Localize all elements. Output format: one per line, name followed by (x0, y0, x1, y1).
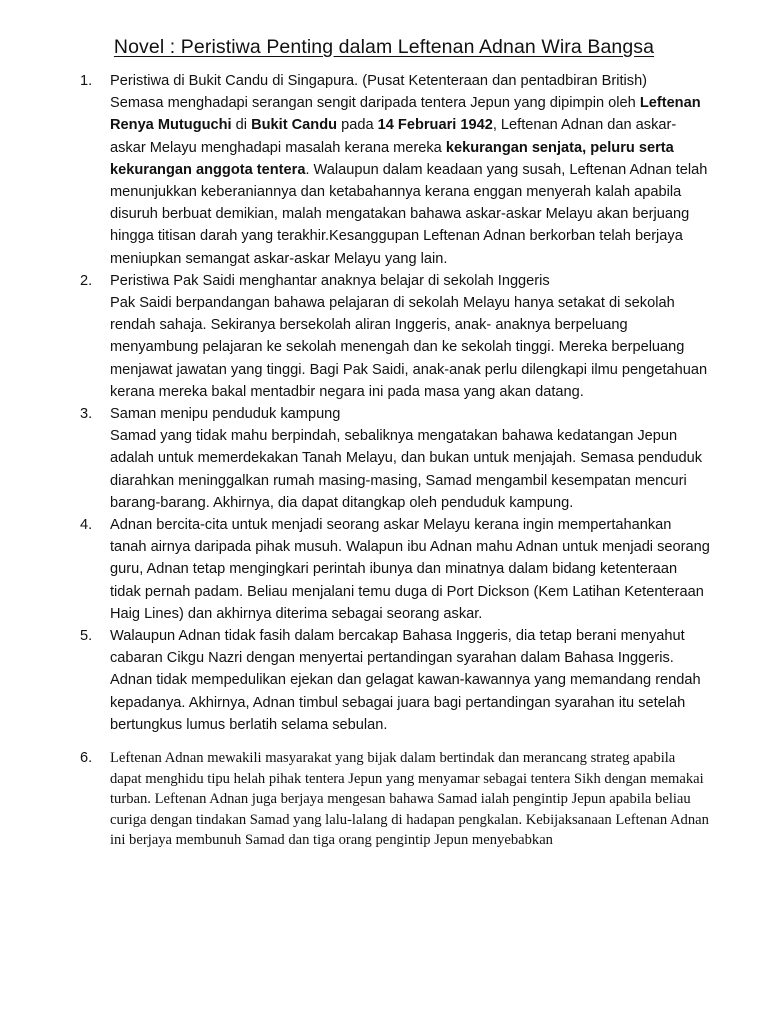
document-title: Novel : Peristiwa Penting dalam Leftenan Adnan Wira Bangsa (113, 36, 655, 58)
item-number: 1. (80, 73, 93, 89)
item-body: Adnan bercita-cita untuk menjadi seorang askar Melayu kerana ingin mempertahankan tanah airnya daripada pihak musuh. Walapun ibu Adnan mahu Adnan untuk menjadi seorang guru, Adnan tetap mengingkari perintah ibunya dan minatnya dalam bidang ketenteraan tidak pernah padam. Beliau menjalani temu duga di Port Dickson (Kem Latihan Ketenteraan Haig Lines) dan akhirnya diterima sebagai seorang askar. (110, 517, 710, 622)
events-list (80, 70, 710, 851)
item-heading: Peristiwa Pak Saidi menghantar anaknya belajar di sekolah Inggeris (110, 272, 550, 289)
body-bold-text: 14 Februari 1942 (377, 117, 493, 134)
item-body (110, 92, 710, 270)
body-text: Semasa menghadapi serangan sengit daripada tentera Jepun yang dipimpin oleh (110, 95, 636, 112)
item-number: 6. (80, 750, 93, 767)
body-text: . Walaupun dalam keadaan yang susah, Leftenan Adnan telah menunjukkan keberaniannya dan ketabahannya kerana enggan menyerah kalah apabila disuruh berbuat demikian, malah mengatakan bahawa askar-askar Melayu akan berjuang hingga titisan darah yang terakhir.Kesanggupan Leftenan Adnan berkorban telah berjaya meniupkan semangat askar-askar Melayu yang lain. (110, 161, 708, 267)
body-bold-text: Bukit Candu (251, 117, 338, 134)
list-item (80, 748, 710, 851)
list-item (80, 514, 710, 625)
item-body: Walaupun Adnan tidak fasih dalam bercakap Bahasa Inggeris, dia tetap berani menyahut cabaran Cikgu Nazri dengan menyertai pertandingan syarahan dalam Bahasa Inggeris. Adnan tidak mempedulikan ejekan dan gelagat kawan-kawannya yang memandang rendah kepadanya. Akhirnya, Adnan timbul sebagai juara bagi pertandingan syarahan itu setelah bertungkus lumus berlatih selama sebulan. (110, 628, 701, 733)
body-text: di (231, 117, 252, 134)
item-heading: Saman menipu penduduk kampung (110, 406, 341, 423)
item-body: Pak Saidi berpandangan bahawa pelajaran di sekolah Melayu hanya setakat di sekolah rendah sahaja. Sekiranya bersekolah aliran Inggeris, anak- anaknya berpeluang menyambung pelajaran ke sekolah menengah dan ke sekolah tinggi. Mereka berpeluang menjawat jawatan yang tinggi. Bagi Pak Saidi, anak-anak perlu dilengkapi ilmu pengetahuan kerana mereka bakal mentadbir negara ini pada masa yang akan datang. (110, 295, 708, 400)
body-text: , Leftenan Adnan dan askar-askar Melayu menghadapi masalah kerana mereka (110, 117, 677, 156)
body-bold-text: Leftenan Renya Mutuguchi (110, 95, 701, 134)
body-bold-text: kekurangan senjata, peluru serta kekurangan anggota tentera (110, 139, 674, 178)
list-item (80, 625, 710, 736)
item-heading: Peristiwa di Bukit Candu di Singapura. (Pusat Ketenteraan dan pentadbiran British) (110, 73, 648, 89)
list-item (80, 270, 710, 403)
item-body: Samad yang tidak mahu berpindah, sebaliknya mengatakan bahawa kedatangan Jepun adalah untuk memerdekakan Tanah Melayu, dan bukan untuk menjajah. Semasa penduduk diarahkan meninggalkan rumah masing-masing, Samad mengambil kesempatan mencuri barang-barang. Akhirnya, dia dapat ditangkap oleh penduduk kampung. (110, 428, 702, 511)
list-item (80, 403, 710, 514)
item-body: Leftenan Adnan mewakili masyarakat yang bijak dalam bertindak dan merancang strateg apabila dapat menghidu tipu helah pihak tentera Jepun yang menyamar sebagai tentera Sikh dengan memakai turban. Leftenan Adnan juga berjaya mengesan bahawa Samad ialah pengintip Jepun apabila beliau curiga dengan tindakan Samad yang lalu-lalang di hadapan pengkalan. Kebijaksanaan Leftenan Adnan ini berjaya membunuh Samad dan tiga orang pengintip Jepun menyebabkan (110, 750, 709, 849)
item-number: 4. (80, 517, 93, 534)
item-number: 3. (80, 406, 93, 423)
item-number: 2. (80, 272, 93, 289)
body-text: pada (337, 117, 378, 134)
item-number: 5. (80, 628, 93, 645)
list-item (80, 70, 710, 270)
